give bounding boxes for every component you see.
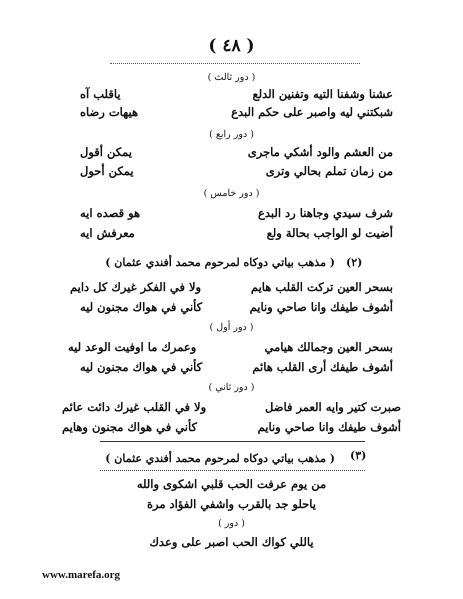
verse-hemistich-left: كأني في هواك مجنون ليه	[80, 360, 203, 374]
verse-hemistich-right: شرف سيدي وجاهنا رد البدع	[257, 206, 393, 220]
stanza-label-fifth: ( دور خامس )	[203, 188, 260, 199]
verse-hemistich-left: كأني في هواك مجنون ليه	[80, 300, 203, 314]
verse-hemistich-right: أشوف طيفك وانا صاحي ونايم	[257, 420, 401, 434]
verse-hemistich-right: من العشم والود أشكي ماجرى	[247, 145, 393, 159]
verse-hemistich-left: يمكن أحول	[80, 164, 134, 178]
stanza-label-first: ( دور أول )	[209, 322, 254, 333]
verse-hemistich-left: هيهات رضاه	[80, 105, 139, 119]
verse-hemistich-left: وعمرك ما اوفيت الوعد ليه	[68, 340, 197, 354]
verse-hemistich-left: ولا في القلب غيرك دائت عائم	[62, 400, 207, 414]
verse-line: من يوم عرفت الحب قلبي اشكوى والله	[136, 477, 327, 491]
verse-hemistich-right: صبرت كتير وايه العمر فاضل	[264, 400, 401, 414]
section-number: (٣)	[350, 449, 367, 462]
verse-hemistich-right: أضيت لو الواجب بحالة ولع	[266, 226, 393, 240]
verse-line: ياحلو جد بالقرب واشفي الفؤاد مرة	[146, 497, 316, 511]
header-underline	[100, 470, 365, 471]
verse-hemistich-left: يمكن أقول	[80, 145, 132, 159]
verse-hemistich-left: كأني في هواك مجنون وهايم	[62, 420, 197, 434]
verse-hemistich-left: معرفش ايه	[80, 226, 135, 240]
page-number: ( ٤٨ )	[208, 36, 255, 56]
verse-hemistich-left: ولا في الفكر غيرك كل دايم	[70, 280, 202, 294]
section-divider	[100, 441, 365, 442]
verse-hemistich-left: هو قصده ايه	[80, 206, 141, 220]
verse-hemistich-right: من زمان تملم بحالي وترى	[265, 164, 393, 178]
section-number: (٢)	[346, 256, 363, 269]
verse-hemistich-right: أشوف طيفك وانا صاحي ونايم	[249, 300, 393, 314]
stanza-label-second: ( دور ثاني )	[208, 382, 255, 393]
top-divider	[110, 63, 360, 64]
section-header: ( مذهب بياتي دوكاه لمرحوم محمد أفندي عثمان )	[105, 256, 335, 269]
footer-url: www.marefa.org	[42, 569, 120, 581]
stanza-label: ( دور )	[218, 518, 245, 529]
stanza-label-fourth: ( دور رابع )	[209, 129, 254, 140]
verse-hemistich-right: أشوف طيفك أرى القلب هائم	[252, 360, 393, 374]
verse-hemistich-left: ياقلب آه	[80, 87, 121, 101]
section-header: ( مذهب بياتي دوكاه لمرحوم محمد أفندي عثمان )	[105, 452, 335, 465]
verse-hemistich-right: عشنا وشفنا التيه وتفنين الدلع	[252, 87, 393, 101]
verse-line: ياللي كواك الحب اصبر على وعدك	[149, 535, 314, 549]
verse-hemistich-right: بسحر العين تركت القلب هايم	[250, 280, 393, 294]
verse-hemistich-right: شبكتني ليه واصبر على حكم البدع	[231, 105, 393, 119]
stanza-label-third: ( دور ثالث )	[207, 72, 256, 83]
verse-hemistich-right: بسحر العين وجمالك هيامي	[264, 340, 393, 354]
